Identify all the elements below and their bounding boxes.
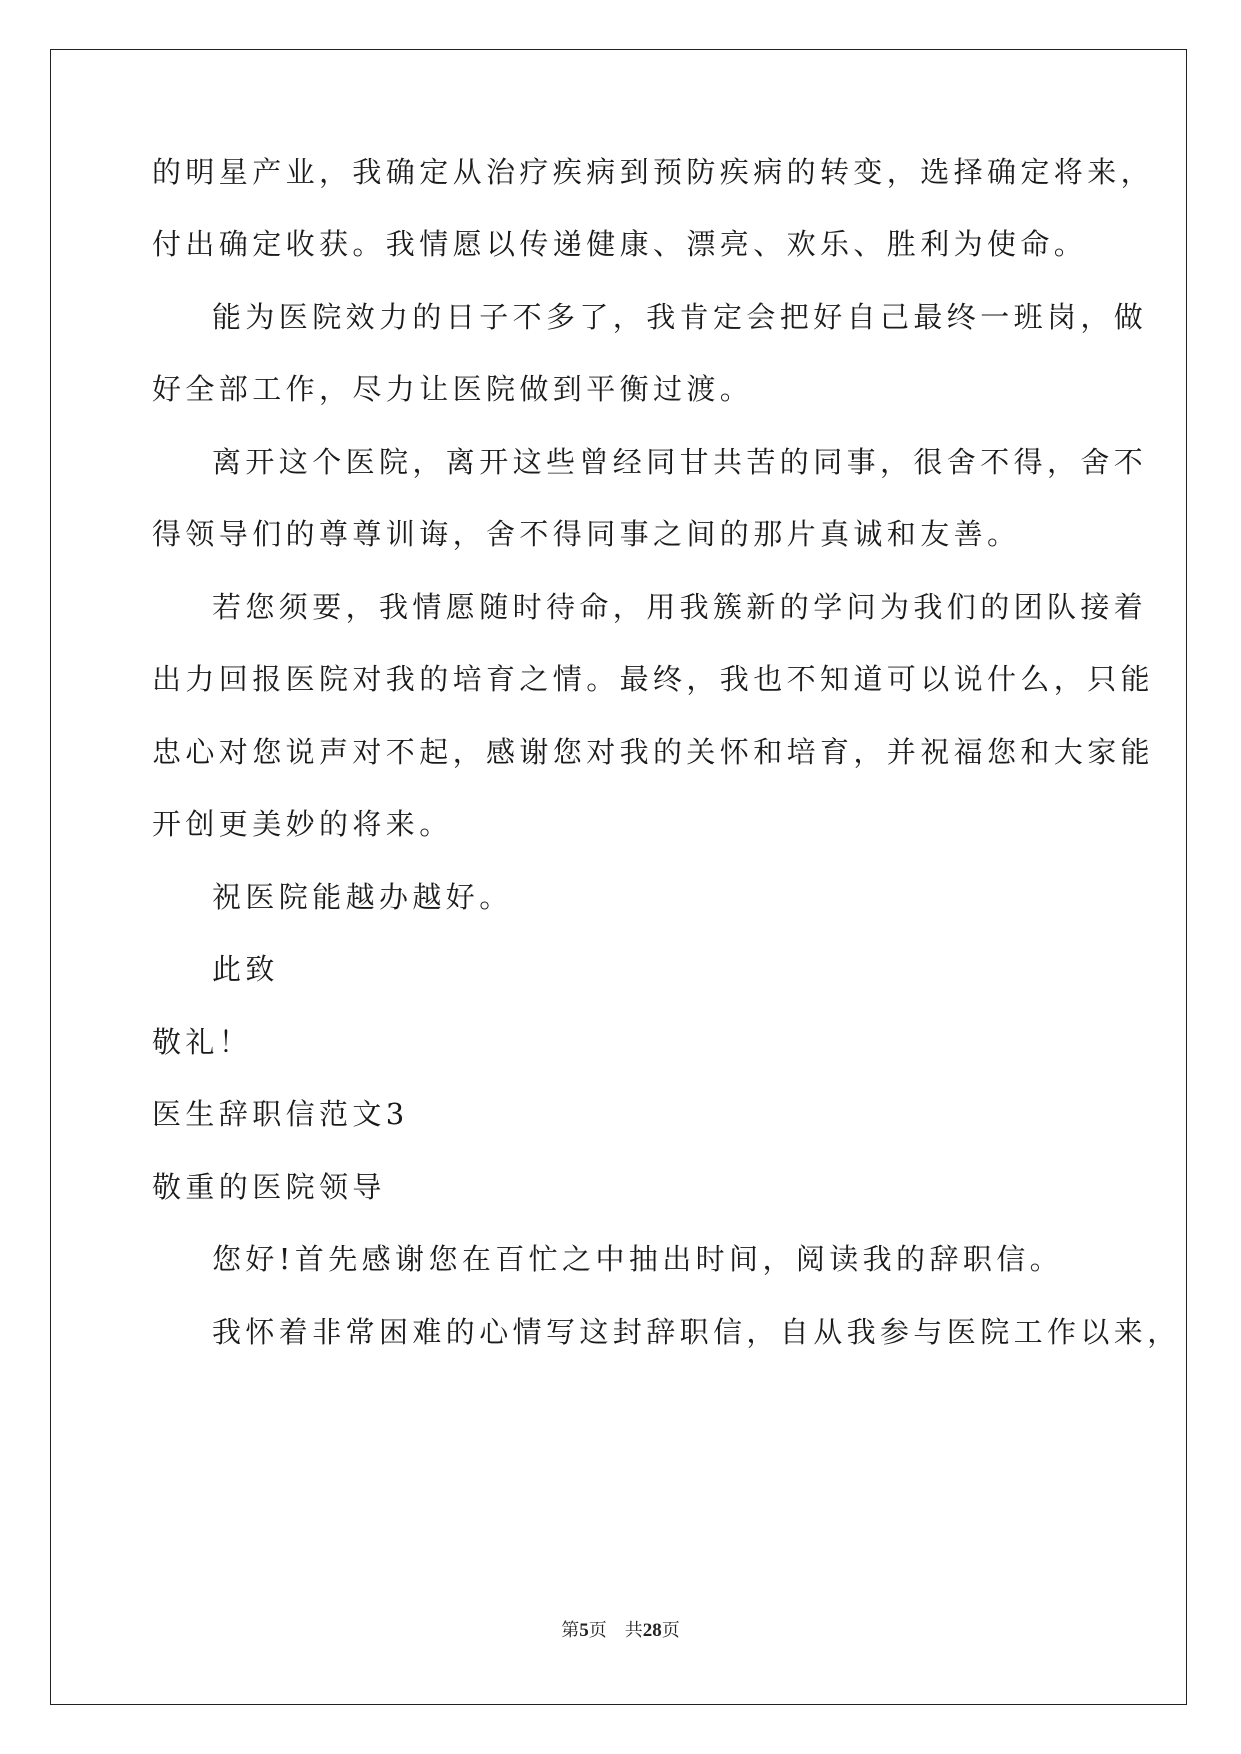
page-prefix: 第 [561, 1620, 580, 1641]
total-suffix: 页 [661, 1620, 680, 1641]
body-line-17: 我怀着非常困难的心情写这封辞职信，自从我参与医院工作以来， [212, 1315, 1181, 1349]
body-line-8: 出力回报医院对我的培育之情。最终，我也不知道可以说什么，只能 [152, 662, 1155, 696]
page-total: 28 [642, 1620, 662, 1641]
body-line-2: 付出确定收获。我情愿以传递健康、漂亮、欢乐、胜利为使命。 [152, 227, 1088, 261]
body-line-7: 若您须要，我情愿随时待命，用我簇新的学问为我们的团队接着 [212, 590, 1148, 624]
body-line-4: 好全部工作，尽力让医院做到平衡过渡。 [152, 372, 754, 406]
page-number: 5 [579, 1620, 589, 1641]
body-line-10: 开创更美妙的将来。 [152, 807, 453, 841]
body-line-1: 的明星产业，我确定从治疗疾病到预防疾病的转变，选择确定将来， [152, 155, 1155, 189]
body-line-6: 得领导们的尊尊训诲，舍不得同事之间的那片真诚和友善。 [152, 517, 1021, 551]
body-line-12: 此致 [212, 952, 279, 986]
body-line-9: 忠心对您说声对不起，感谢您对我的关怀和培育，并祝福您和大家能 [152, 735, 1155, 769]
page-border [50, 49, 1187, 1705]
body-line-13: 敬礼！ [152, 1025, 253, 1059]
page-suffix: 页 [588, 1620, 607, 1641]
total-prefix: 共 [624, 1620, 643, 1641]
salutation: 敬重的医院领导 [152, 1170, 386, 1204]
body-line-11: 祝医院能越办越好。 [212, 880, 513, 914]
page-footer [0, 1619, 1241, 1643]
body-line-3: 能为医院效力的日子不多了，我肯定会把好自己最终一班岗，做 [212, 300, 1148, 334]
section-heading: 医生辞职信范文3 [152, 1097, 409, 1131]
body-line-16: 您好!首先感谢您在百忙之中抽出时间，阅读我的辞职信。 [212, 1242, 1064, 1276]
body-line-5: 离开这个医院，离开这些曾经同甘共苦的同事，很舍不得，舍不 [212, 445, 1148, 479]
